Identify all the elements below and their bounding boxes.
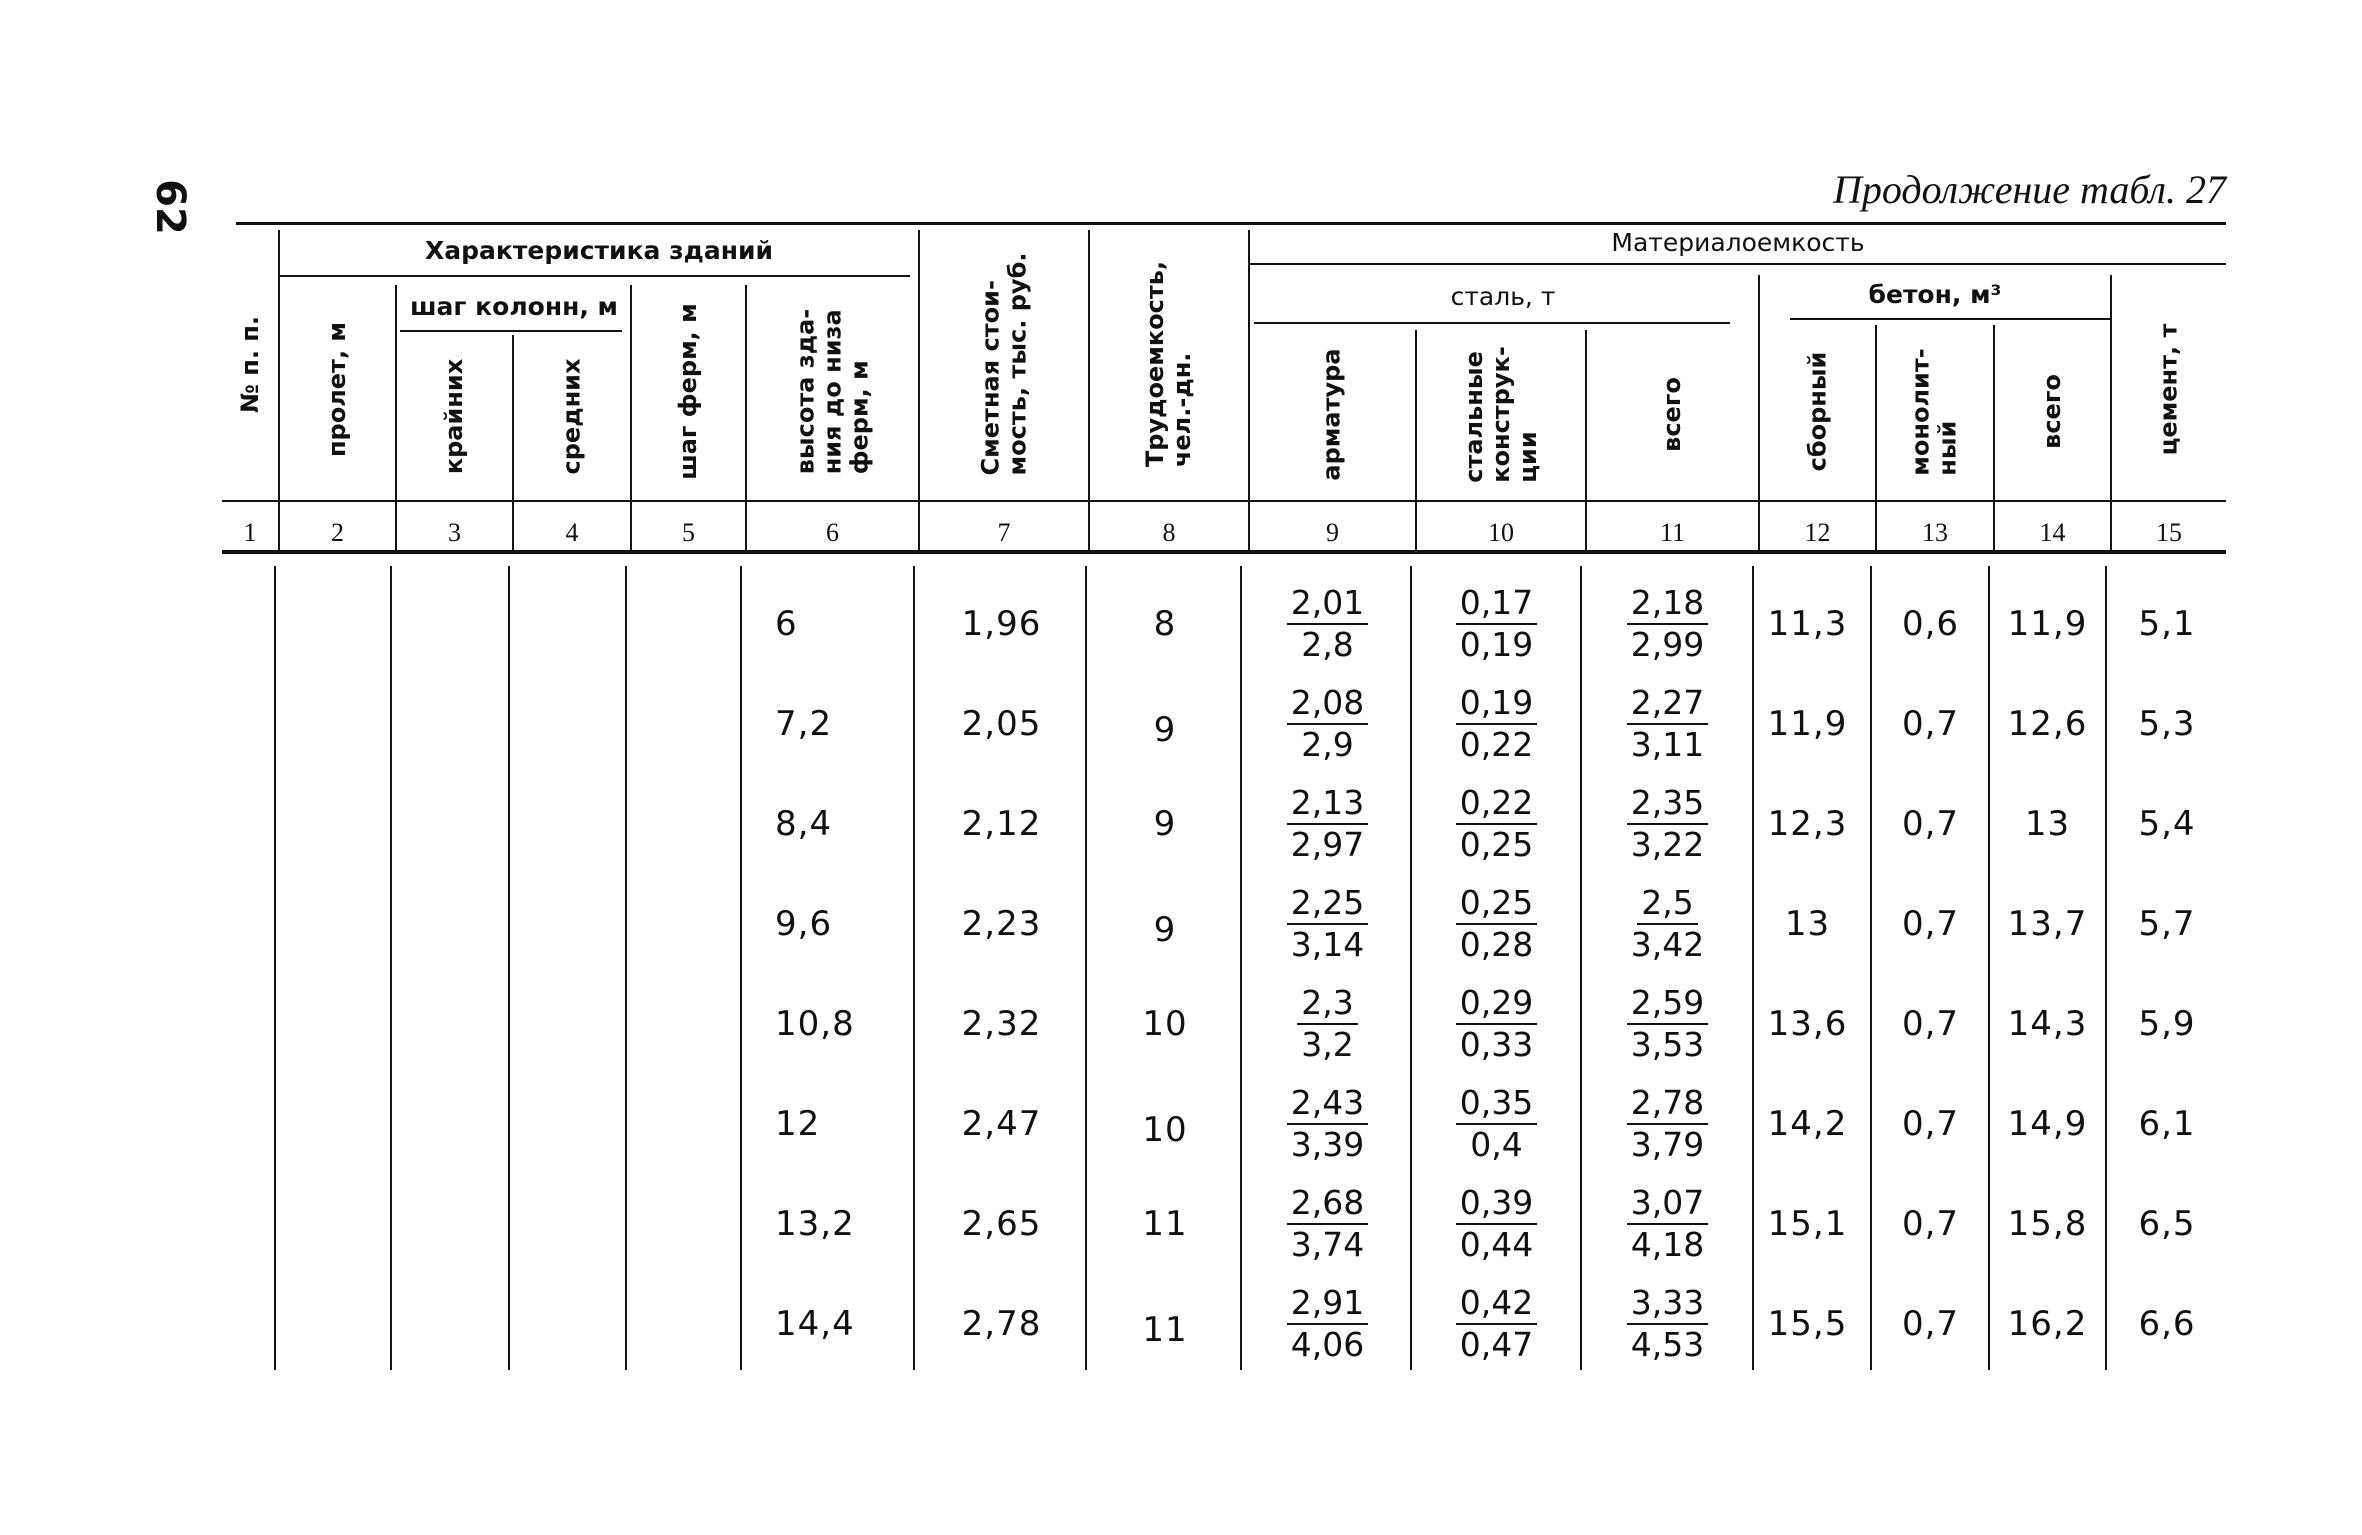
header-group-characteristics: Характеристика зданий [425, 235, 773, 265]
fraction-denominator: 3,22 [1630, 825, 1705, 864]
fraction-denominator: 0,47 [1459, 1325, 1534, 1364]
height-cell: 10,8 [775, 1004, 855, 1044]
labor-cell: 11 [1142, 1204, 1188, 1244]
steel-total-cell [1583, 774, 1752, 874]
cost-cell: 2,23 [961, 904, 1042, 944]
fraction-denominator: 2,97 [1290, 825, 1365, 864]
steel-structures-cell [1413, 974, 1580, 1074]
rule-column-step [400, 330, 622, 332]
fraction-denominator: 2,8 [1301, 625, 1354, 664]
concrete-total-cell: 13 [2024, 804, 2071, 844]
column-number: 10 [1488, 518, 1514, 547]
fraction-denominator: 3,11 [1630, 725, 1705, 764]
column-number: 5 [682, 518, 695, 547]
labor-cell: 10 [1142, 1110, 1188, 1150]
cost-cell: 2,78 [961, 1304, 1042, 1344]
monolithic-cell: 0,6 [1901, 604, 1960, 644]
steel-total-cell [1583, 1174, 1752, 1274]
fraction-denominator: 2,9 [1301, 725, 1354, 764]
height-cell: 8,4 [775, 804, 833, 844]
steel-structures-cell [1413, 874, 1580, 974]
monolithic-cell: 0,7 [1901, 1004, 1960, 1044]
precast-cell: 14,2 [1767, 1104, 1848, 1144]
labor-cell: 11 [1142, 1310, 1188, 1350]
fraction-numerator: 3,07 [1627, 1183, 1708, 1225]
steel-total-cell [1583, 974, 1752, 1074]
fraction-denominator: 3,2 [1301, 1025, 1354, 1064]
concrete-total-cell: 16,2 [2007, 1304, 2088, 1344]
precast-cell: 13,6 [1767, 1004, 1848, 1044]
monolithic-cell: 0,7 [1901, 804, 1960, 844]
labor-cell: 10 [1142, 1004, 1188, 1044]
concrete-total-cell: 14,3 [2007, 1004, 2088, 1044]
reinforcement-cell [1245, 574, 1410, 674]
cement-cell: 5,7 [2138, 904, 2196, 944]
fraction-numerator: 2,18 [1627, 583, 1708, 625]
precast-cell: 11,9 [1767, 704, 1848, 744]
cost-cell: 2,65 [961, 1204, 1042, 1244]
fraction-denominator: 0,28 [1459, 925, 1534, 964]
reinforcement-cell [1245, 1174, 1410, 1274]
fraction-denominator: 0,19 [1459, 625, 1534, 664]
column-number: 6 [826, 518, 839, 547]
fraction-numerator: 2,13 [1287, 783, 1368, 825]
steel-structures-cell [1413, 574, 1580, 674]
body-divider [274, 566, 276, 1370]
reinforcement-cell [1245, 1274, 1410, 1374]
labor-cell: 9 [1153, 710, 1177, 750]
column-number: 2 [331, 518, 344, 547]
labor-cell: 9 [1153, 804, 1177, 844]
header-concrete: бетон, м³ [1868, 279, 2002, 309]
column-number: 4 [565, 518, 579, 547]
fraction-denominator: 0,33 [1459, 1025, 1534, 1064]
header-steel-total: всего [1658, 376, 1686, 452]
header-estimated-cost: Сметная стои- мость, тыс. руб. [976, 252, 1031, 476]
fraction-numerator: 2,35 [1627, 783, 1708, 825]
fraction-numerator: 3,33 [1627, 1283, 1708, 1325]
fraction-denominator: 0,4 [1470, 1125, 1523, 1164]
header-middle-columns: средних [557, 358, 586, 475]
height-cell: 9,6 [775, 904, 833, 944]
fraction-denominator: 0,22 [1459, 725, 1534, 764]
cement-cell: 6,5 [2138, 1204, 2196, 1244]
header-reinforcement: арматура [1318, 347, 1346, 481]
fraction-denominator: 3,79 [1630, 1125, 1705, 1164]
fraction-denominator: 0,25 [1459, 825, 1534, 864]
height-cell: 14,4 [775, 1304, 855, 1344]
fraction-denominator: 3,42 [1630, 925, 1705, 964]
fraction-numerator: 0,39 [1456, 1183, 1537, 1225]
body-divider [913, 566, 915, 1370]
header-building-height: высота зда- ния до низа ферм, м [791, 308, 873, 475]
header-steel-structures: стальные конструк- ции [1459, 345, 1542, 483]
cement-cell: 6,6 [2138, 1304, 2196, 1344]
body-divider [625, 566, 627, 1370]
concrete-total-cell: 14,9 [2007, 1104, 2088, 1144]
rule-steel [1254, 322, 1730, 324]
monolithic-cell: 0,7 [1901, 1204, 1960, 1244]
fraction-numerator: 0,19 [1456, 683, 1537, 725]
fraction-denominator: 3,14 [1290, 925, 1365, 964]
concrete-total-cell: 12,6 [2007, 704, 2088, 744]
precast-cell: 15,5 [1767, 1304, 1848, 1344]
body-divider [1580, 566, 1582, 1370]
precast-cell: 12,3 [1767, 804, 1848, 844]
reinforcement-cell [1245, 974, 1410, 1074]
steel-total-cell [1583, 674, 1752, 774]
header-group-materials: Материалоемкость [1611, 227, 1865, 257]
fraction-numerator: 2,3 [1297, 983, 1357, 1025]
precast-cell: 15,1 [1767, 1204, 1848, 1244]
header-monolithic: монолит- ный [1907, 347, 1963, 476]
body-divider [740, 566, 742, 1370]
cost-cell: 1,96 [961, 604, 1042, 644]
fraction-denominator: 3,53 [1630, 1025, 1705, 1064]
column-number: 11 [1659, 518, 1686, 547]
body-divider [1870, 566, 1872, 1370]
cost-cell: 2,05 [961, 704, 1042, 744]
header-outer-columns: крайних [440, 358, 469, 475]
reinforcement-cell [1245, 874, 1410, 974]
height-cell: 13,2 [775, 1204, 855, 1244]
cement-cell: 5,1 [2138, 604, 2196, 644]
fraction-numerator: 2,43 [1287, 1083, 1368, 1125]
column-number: 12 [1804, 518, 1831, 547]
fraction-denominator: 4,18 [1630, 1225, 1705, 1264]
reinforcement-cell [1245, 774, 1410, 874]
fraction-numerator: 0,35 [1456, 1083, 1537, 1125]
steel-total-cell [1583, 1074, 1752, 1174]
body-divider [390, 566, 392, 1370]
reinforcement-cell [1245, 1074, 1410, 1174]
steel-structures-cell [1413, 1074, 1580, 1174]
fraction-numerator: 2,68 [1287, 1183, 1368, 1225]
rule-materials [1250, 263, 2226, 265]
rule-characteristics [280, 275, 910, 277]
header-steel: сталь, т [1450, 281, 1556, 311]
fraction-numerator: 2,59 [1627, 983, 1708, 1025]
fraction-denominator: 3,74 [1290, 1225, 1365, 1264]
cost-cell: 2,12 [961, 804, 1042, 844]
rule-numbers [222, 500, 2226, 502]
concrete-total-cell: 15,8 [2007, 1204, 2088, 1244]
fraction-numerator: 0,17 [1456, 583, 1537, 625]
header-labor: Трудоемкость, чел.-дн. [1141, 260, 1197, 468]
labor-cell: 8 [1153, 604, 1177, 644]
cement-cell: 5,9 [2138, 1004, 2196, 1044]
precast-cell: 13 [1784, 904, 1831, 944]
body-divider [1410, 566, 1412, 1370]
fraction-denominator: 0,44 [1459, 1225, 1534, 1264]
fraction-numerator: 0,42 [1456, 1283, 1537, 1325]
header-concrete-total: всего [2038, 374, 2066, 449]
cost-cell: 2,47 [961, 1104, 1042, 1144]
column-number: 14 [2039, 518, 2066, 547]
steel-total-cell [1583, 874, 1752, 974]
reinforcement-cell [1245, 674, 1410, 774]
fraction-denominator: 4,06 [1290, 1325, 1365, 1364]
height-cell: 7,2 [775, 704, 833, 744]
rule-concrete [1790, 318, 2110, 320]
header-cement: цемент, т [2154, 323, 2183, 455]
steel-structures-cell [1413, 774, 1580, 874]
fraction-numerator: 2,08 [1287, 683, 1368, 725]
height-cell: 6 [775, 604, 798, 644]
concrete-total-cell: 11,9 [2007, 604, 2088, 644]
precast-cell: 11,3 [1767, 604, 1848, 644]
fraction-denominator: 2,99 [1630, 625, 1705, 664]
column-number: 1 [243, 518, 257, 547]
fraction-numerator: 2,27 [1627, 683, 1708, 725]
monolithic-cell: 0,7 [1901, 1304, 1960, 1344]
steel-total-cell [1583, 1274, 1752, 1374]
fraction-numerator: 2,78 [1627, 1083, 1708, 1125]
monolithic-cell: 0,7 [1901, 904, 1960, 944]
header-column-step: шаг колонн, м [410, 291, 618, 321]
fraction-denominator: 3,39 [1290, 1125, 1365, 1164]
steel-total-cell [1583, 574, 1752, 674]
fraction-numerator: 2,25 [1287, 883, 1368, 925]
fraction-numerator: 2,01 [1287, 583, 1368, 625]
column-number: 15 [2156, 518, 2182, 547]
page-number: 62 [147, 179, 193, 235]
column-number: 13 [1922, 518, 1948, 547]
fraction-numerator: 0,29 [1456, 983, 1537, 1025]
header-truss-step: шаг ферм, м [674, 303, 702, 480]
monolithic-cell: 0,7 [1901, 704, 1960, 744]
concrete-total-cell: 13,7 [2007, 904, 2088, 944]
steel-structures-cell [1413, 1274, 1580, 1374]
steel-structures-cell [1413, 674, 1580, 774]
cost-cell: 2,32 [961, 1004, 1042, 1044]
body-divider [1085, 566, 1087, 1370]
column-number: 3 [448, 518, 461, 547]
body-divider [508, 566, 510, 1370]
body-divider [1240, 566, 1242, 1370]
column-number: 9 [1326, 518, 1339, 547]
steel-structures-cell [1413, 1174, 1580, 1274]
cement-cell: 5,3 [2138, 704, 2196, 744]
table-caption: Продолжение табл. 27 [1832, 167, 2226, 212]
header-row-number: № п. п. [235, 315, 264, 413]
cement-cell: 6,1 [2138, 1104, 2196, 1144]
fraction-numerator: 0,22 [1456, 783, 1537, 825]
header-precast: сборный [1803, 351, 1832, 472]
fraction-numerator: 2,91 [1287, 1283, 1368, 1325]
height-cell: 12 [775, 1104, 821, 1144]
labor-cell: 9 [1153, 910, 1177, 950]
column-number: 7 [997, 518, 1011, 547]
fraction-denominator: 4,53 [1630, 1325, 1705, 1364]
header-bottom-rule [222, 550, 2226, 554]
header-span: пролет, м [323, 321, 352, 457]
monolithic-cell: 0,7 [1901, 1104, 1960, 1144]
fraction-numerator: 0,25 [1456, 883, 1537, 925]
column-number: 8 [1162, 518, 1176, 547]
fraction-numerator: 2,5 [1637, 883, 1697, 925]
cement-cell: 5,4 [2138, 804, 2196, 844]
